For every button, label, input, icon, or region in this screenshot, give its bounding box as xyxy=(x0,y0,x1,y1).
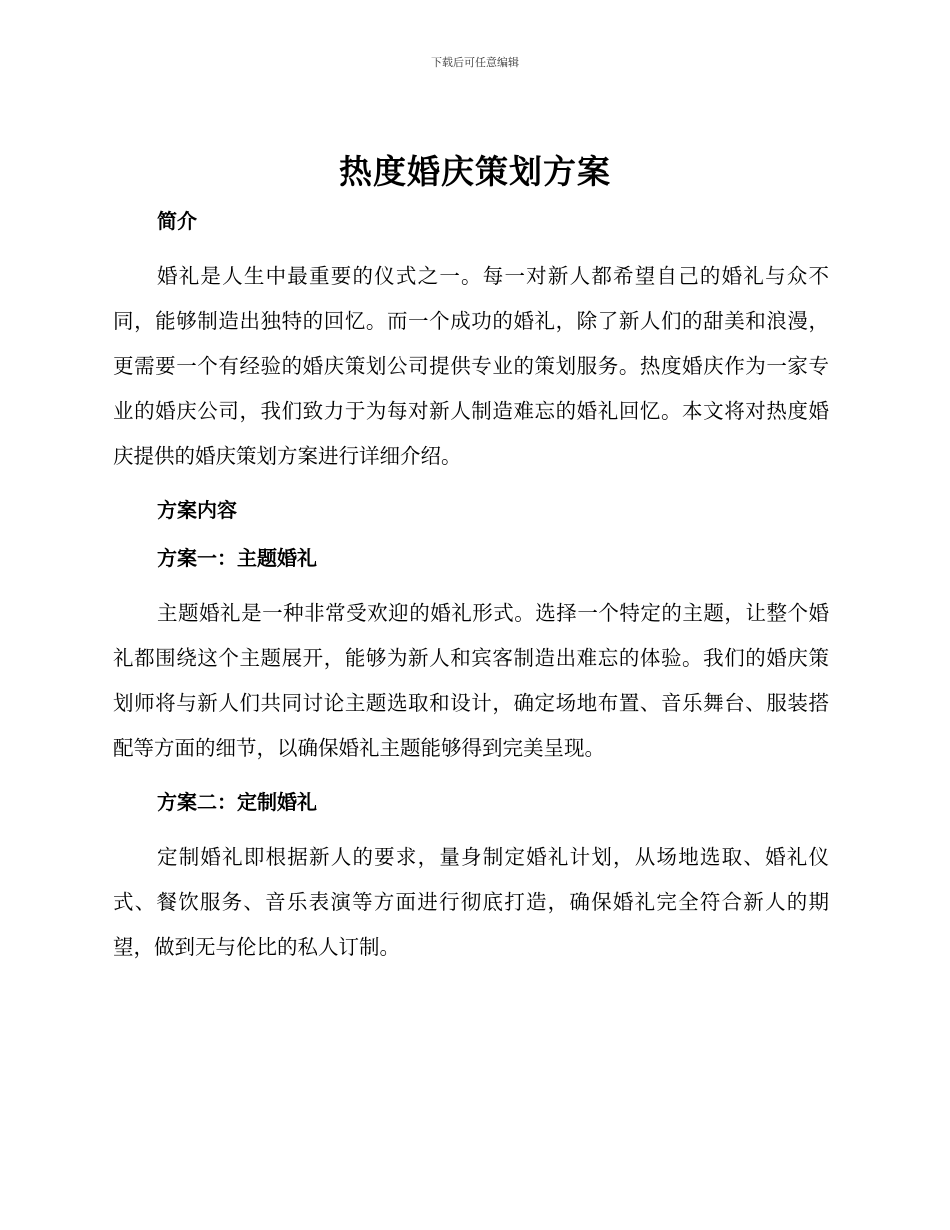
spacer xyxy=(113,479,829,494)
spacer xyxy=(113,771,829,786)
document-body xyxy=(113,205,829,970)
section-heading-content: 方案内容 xyxy=(157,498,237,522)
spacer xyxy=(113,818,829,835)
paragraph-plan1: 主题婚礼是一种非常受欢迎的婚礼形式。选择一个特定的主题，让整个婚礼都围绕这个主题展开，能够为新人和宾客制造出难忘的体验。我们的婚庆策划师将与新人们共同讨论主题选取和设计，确定场地布置、音乐舞台、服装搭配等方面的细节，以确保婚礼主题能够得到完美呈现。 xyxy=(113,601,829,760)
paragraph-plan2: 定制婚礼即根据新人的要求，量身制定婚礼计划，从场地选取、婚礼仪式、餐饮服务、音乐表演等方面进行彻底打造，确保婚礼完全符合新人的期望，做到无与伦比的私人订制。 xyxy=(113,845,829,959)
spacer xyxy=(113,526,829,542)
section-heading-intro: 简介 xyxy=(157,209,197,233)
spacer xyxy=(113,237,829,254)
paragraph-intro: 婚礼是人生中最重要的仪式之一。每一对新人都希望自己的婚礼与众不同，能够制造出独特的回忆。而一个成功的婚礼，除了新人们的甜美和浪漫，更需要一个有经验的婚庆策划公司提供专业的策划服务。热度婚庆作为一家专业的婚庆公司，我们致力于为每对新人制造难忘的婚礼回忆。本文将对热度婚庆提供的婚庆策划方案进行详细介绍。 xyxy=(113,264,829,468)
section-heading-plan2: 方案二：定制婚礼 xyxy=(157,790,317,814)
section-heading-plan1: 方案一：主题婚礼 xyxy=(157,546,317,570)
header-note: 下载后可任意编辑 xyxy=(431,56,519,69)
spacer xyxy=(113,574,829,591)
document-title: 热度婚庆策划方案 xyxy=(339,152,611,191)
